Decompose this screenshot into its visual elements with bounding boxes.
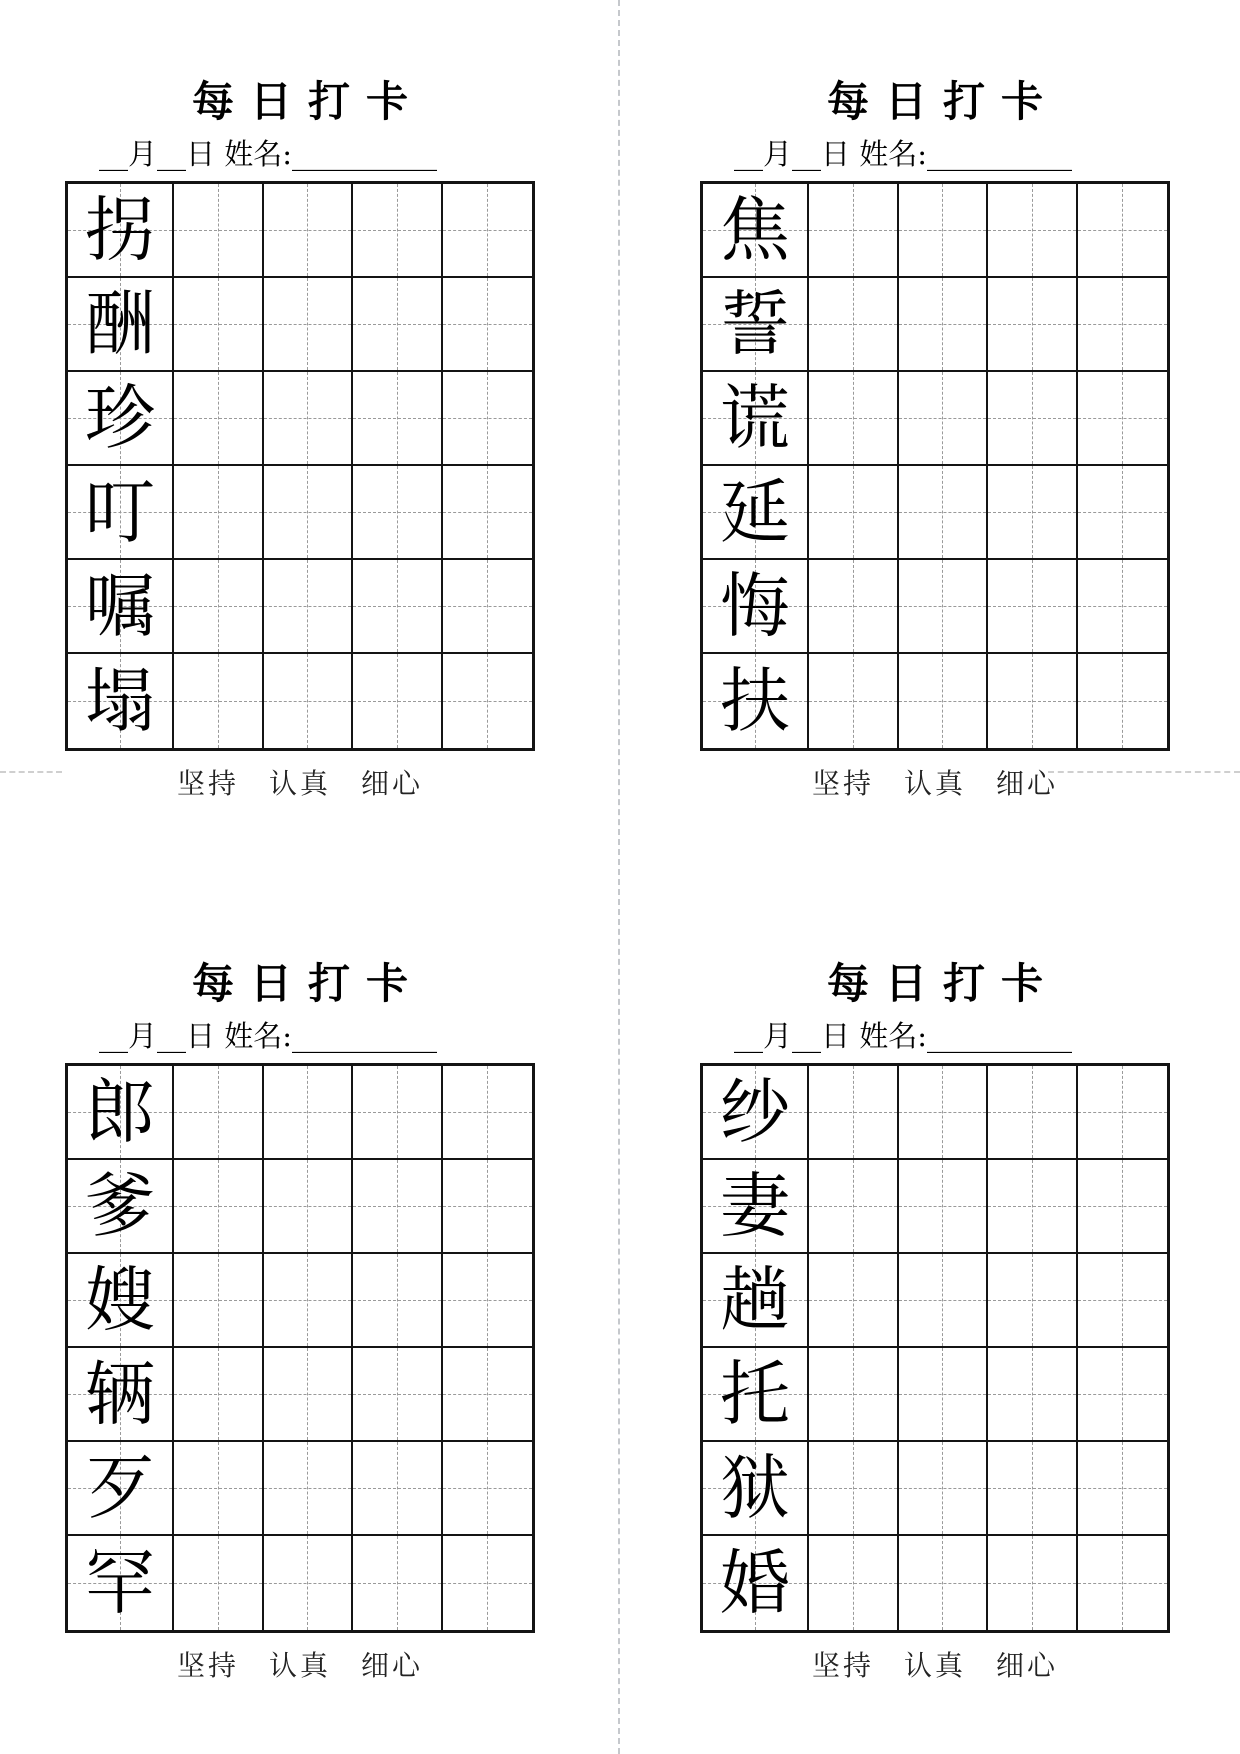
- grid-row: [68, 278, 532, 372]
- worksheet-top-left: [65, 78, 535, 801]
- example-char-cell: [703, 1254, 809, 1346]
- grid-row: [703, 372, 1167, 466]
- practice-cell: [809, 184, 899, 276]
- grid-row: [68, 466, 532, 560]
- practice-cell: [809, 1442, 899, 1534]
- practice-cell: [1078, 1348, 1168, 1440]
- example-char-cell: [703, 1348, 809, 1440]
- motto-word: 细心: [361, 767, 424, 800]
- example-character: 纱: [720, 1071, 790, 1153]
- practice-cell: [174, 1442, 264, 1534]
- practice-cell: [809, 466, 899, 558]
- grid-row: [68, 1348, 532, 1442]
- practice-cell: [988, 654, 1078, 748]
- example-character: 狱: [720, 1447, 790, 1529]
- practice-cell: [988, 1536, 1078, 1630]
- grid-row: [703, 1160, 1167, 1254]
- grid-row: [68, 184, 532, 278]
- practice-cell: [264, 1254, 354, 1346]
- practice-cell: [264, 1066, 354, 1158]
- practice-cell: [1078, 560, 1168, 652]
- grid-row: [703, 560, 1167, 654]
- example-char-cell: [703, 1066, 809, 1158]
- practice-cell: [443, 1442, 533, 1534]
- worksheet-top-right: [700, 78, 1170, 801]
- practice-cell: [264, 184, 354, 276]
- practice-cell: [174, 1160, 264, 1252]
- practice-cell: [988, 372, 1078, 464]
- example-character: 延: [720, 471, 790, 553]
- grid-row: [703, 184, 1167, 278]
- grid-row: [68, 1254, 532, 1348]
- grid-row: [68, 1066, 532, 1160]
- practice-cell: [353, 560, 443, 652]
- grid-row: [68, 372, 532, 466]
- practice-cell: [174, 278, 264, 370]
- practice-cell: [264, 1160, 354, 1252]
- practice-cell: [1078, 1536, 1168, 1630]
- motto-word: 细心: [996, 767, 1059, 800]
- practice-cell: [174, 1066, 264, 1158]
- example-character: 郎: [85, 1071, 155, 1153]
- practice-cell: [1078, 1442, 1168, 1534]
- example-char-cell: [68, 1066, 174, 1158]
- practice-cell: [264, 466, 354, 558]
- practice-cell: [988, 1254, 1078, 1346]
- practice-cell: [443, 372, 533, 464]
- practice-grid: [700, 1063, 1170, 1633]
- practice-cell: [899, 1254, 989, 1346]
- practice-grid: [65, 181, 535, 751]
- motto-word: 认真: [903, 767, 966, 800]
- example-character: 焦: [720, 189, 790, 271]
- practice-cell: [353, 278, 443, 370]
- practice-cell: [353, 372, 443, 464]
- grid-row: [68, 1536, 532, 1630]
- practice-cell: [899, 466, 989, 558]
- example-char-cell: [703, 466, 809, 558]
- practice-cell: [988, 1066, 1078, 1158]
- example-character: 妻: [720, 1165, 790, 1247]
- date-name-line: __月__日 姓名:__________: [99, 137, 437, 171]
- practice-cell: [809, 654, 899, 748]
- practice-cell: [988, 1348, 1078, 1440]
- practice-cell: [174, 1536, 264, 1630]
- practice-cell: [899, 654, 989, 748]
- motto-line: [65, 1649, 535, 1683]
- grid-row: [68, 654, 532, 748]
- practice-cell: [809, 1348, 899, 1440]
- practice-cell: [809, 372, 899, 464]
- practice-cell: [353, 1066, 443, 1158]
- practice-cell: [1078, 1160, 1168, 1252]
- practice-cell: [443, 278, 533, 370]
- sheet-title: 每日打卡: [191, 959, 424, 1008]
- cut-guide-vertical: [618, 0, 620, 1754]
- practice-cell: [264, 654, 354, 748]
- example-char-cell: [68, 1442, 174, 1534]
- practice-grid: [65, 1063, 535, 1633]
- practice-cell: [443, 1536, 533, 1630]
- example-char-cell: [68, 372, 174, 464]
- example-char-cell: [68, 1348, 174, 1440]
- practice-cell: [809, 1254, 899, 1346]
- practice-cell: [899, 184, 989, 276]
- example-character: 拐: [85, 189, 155, 271]
- practice-cell: [1078, 466, 1168, 558]
- practice-cell: [988, 184, 1078, 276]
- motto-word: 坚持: [176, 1649, 239, 1682]
- practice-cell: [264, 1536, 354, 1630]
- grid-row: [68, 1442, 532, 1536]
- grid-row: [703, 1536, 1167, 1630]
- practice-cell: [353, 1442, 443, 1534]
- sheet-title: 每日打卡: [826, 77, 1059, 126]
- practice-cell: [443, 560, 533, 652]
- grid-row: [703, 1066, 1167, 1160]
- practice-cell: [988, 278, 1078, 370]
- practice-cell: [443, 1254, 533, 1346]
- example-character: 罕: [85, 1542, 155, 1624]
- date-name-line: __月__日 姓名:__________: [99, 1019, 437, 1053]
- grid-row: [703, 1442, 1167, 1536]
- practice-cell: [809, 1160, 899, 1252]
- practice-cell: [899, 278, 989, 370]
- practice-cell: [899, 1348, 989, 1440]
- practice-cell: [809, 1536, 899, 1630]
- practice-cell: [443, 184, 533, 276]
- practice-cell: [1078, 278, 1168, 370]
- practice-cell: [174, 184, 264, 276]
- practice-cell: [809, 560, 899, 652]
- motto-word: 认真: [268, 767, 331, 800]
- example-char-cell: [703, 372, 809, 464]
- example-char-cell: [68, 184, 174, 276]
- cut-guide-horizontal-left: [0, 771, 62, 773]
- example-character: 辆: [85, 1353, 155, 1435]
- example-char-cell: [703, 1160, 809, 1252]
- motto-line: [700, 767, 1170, 801]
- practice-cell: [264, 560, 354, 652]
- example-char-cell: [68, 466, 174, 558]
- date-name-line: __月__日 姓名:__________: [734, 137, 1072, 171]
- example-character: 爹: [85, 1165, 155, 1247]
- practice-cell: [1078, 1066, 1168, 1158]
- motto-word: 认真: [268, 1649, 331, 1682]
- practice-cell: [353, 1536, 443, 1630]
- practice-cell: [353, 184, 443, 276]
- example-character: 歹: [85, 1447, 155, 1529]
- example-character: 趟: [720, 1259, 790, 1341]
- motto-line: [65, 767, 535, 801]
- practice-cell: [1078, 372, 1168, 464]
- practice-cell: [1078, 184, 1168, 276]
- date-name-line: __月__日 姓名:__________: [734, 1019, 1072, 1053]
- example-char-cell: [703, 560, 809, 652]
- worksheet-bottom-left: [65, 960, 535, 1683]
- practice-cell: [174, 560, 264, 652]
- grid-row: [703, 654, 1167, 748]
- practice-cell: [443, 466, 533, 558]
- practice-cell: [988, 1160, 1078, 1252]
- motto-word: 细心: [996, 1649, 1059, 1682]
- practice-cell: [174, 372, 264, 464]
- sheet-title: 每日打卡: [826, 959, 1059, 1008]
- practice-cell: [264, 1348, 354, 1440]
- practice-cell: [988, 466, 1078, 558]
- example-character: 珍: [85, 377, 155, 459]
- practice-cell: [899, 372, 989, 464]
- example-char-cell: [68, 278, 174, 370]
- example-character: 塌: [85, 660, 155, 742]
- practice-cell: [1078, 1254, 1168, 1346]
- motto-word: 细心: [361, 1649, 424, 1682]
- example-char-cell: [703, 184, 809, 276]
- example-char-cell: [703, 654, 809, 748]
- example-character: 酬: [85, 283, 155, 365]
- practice-grid: [700, 181, 1170, 751]
- example-character: 嘱: [85, 565, 155, 647]
- example-character: 扶: [720, 660, 790, 742]
- example-char-cell: [68, 1536, 174, 1630]
- practice-cell: [809, 1066, 899, 1158]
- example-character: 悔: [720, 565, 790, 647]
- example-char-cell: [68, 560, 174, 652]
- example-character: 谎: [720, 377, 790, 459]
- motto-line: [700, 1649, 1170, 1683]
- example-character: 誓: [720, 283, 790, 365]
- practice-cell: [1078, 654, 1168, 748]
- practice-cell: [809, 278, 899, 370]
- practice-cell: [353, 1254, 443, 1346]
- practice-cell: [899, 1442, 989, 1534]
- grid-row: [703, 466, 1167, 560]
- motto-word: 坚持: [176, 767, 239, 800]
- practice-cell: [443, 1348, 533, 1440]
- motto-word: 坚持: [811, 1649, 874, 1682]
- practice-cell: [443, 1066, 533, 1158]
- practice-cell: [174, 466, 264, 558]
- example-char-cell: [703, 1442, 809, 1534]
- practice-cell: [988, 560, 1078, 652]
- example-char-cell: [703, 1536, 809, 1630]
- example-char-cell: [68, 1160, 174, 1252]
- example-character: 托: [720, 1353, 790, 1435]
- example-char-cell: [703, 278, 809, 370]
- grid-row: [68, 560, 532, 654]
- practice-cell: [353, 1348, 443, 1440]
- grid-row: [703, 1348, 1167, 1442]
- practice-cell: [353, 466, 443, 558]
- practice-cell: [899, 1536, 989, 1630]
- practice-cell: [174, 1254, 264, 1346]
- practice-cell: [988, 1442, 1078, 1534]
- practice-cell: [899, 560, 989, 652]
- grid-row: [703, 278, 1167, 372]
- example-char-cell: [68, 1254, 174, 1346]
- practice-cell: [174, 654, 264, 748]
- motto-word: 认真: [903, 1649, 966, 1682]
- grid-row: [703, 1254, 1167, 1348]
- practice-cell: [264, 1442, 354, 1534]
- worksheet-bottom-right: [700, 960, 1170, 1683]
- practice-cell: [264, 278, 354, 370]
- practice-cell: [174, 1348, 264, 1440]
- practice-cell: [353, 1160, 443, 1252]
- sheet-title: 每日打卡: [191, 77, 424, 126]
- practice-cell: [899, 1066, 989, 1158]
- practice-cell: [899, 1160, 989, 1252]
- practice-cell: [353, 654, 443, 748]
- example-char-cell: [68, 654, 174, 748]
- example-character: 婚: [720, 1542, 790, 1624]
- practice-cell: [443, 1160, 533, 1252]
- example-character: 嫂: [85, 1259, 155, 1341]
- grid-row: [68, 1160, 532, 1254]
- motto-word: 坚持: [811, 767, 874, 800]
- example-character: 叮: [85, 471, 155, 553]
- practice-cell: [443, 654, 533, 748]
- practice-cell: [264, 372, 354, 464]
